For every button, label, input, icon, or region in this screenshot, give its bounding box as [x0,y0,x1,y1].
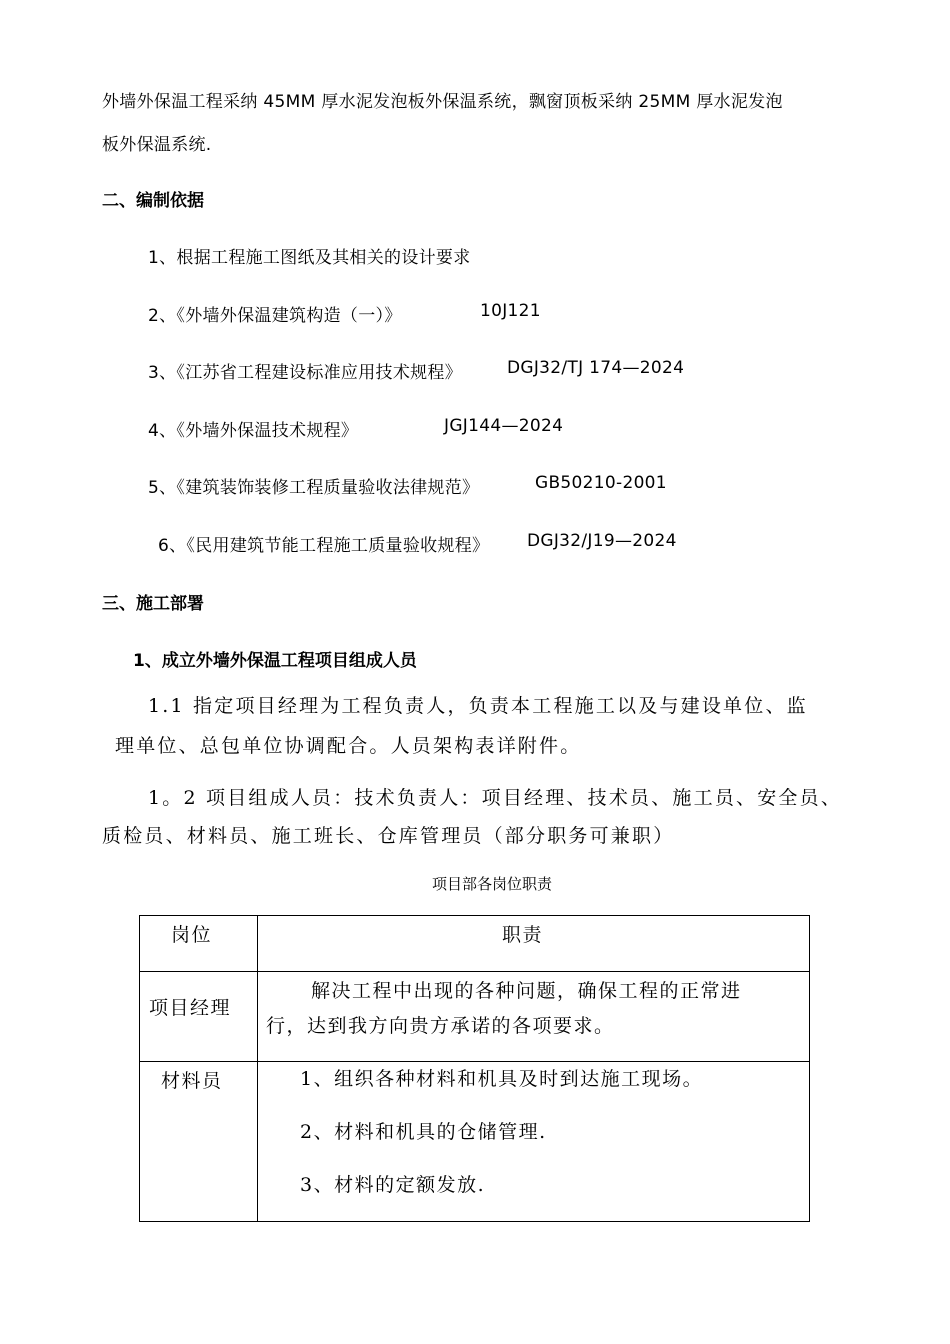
post-cell [140,972,258,1062]
basis-item-6-code: DGJ32/J19—2024 [527,531,677,551]
basis-item-4: 4、《外墙外保温技术规程》 [148,421,359,441]
section-heading-deployment: 三、施工部署 [102,594,204,614]
basis-item-2: 2、《外墙外保温建筑构造（一）》 [148,306,402,326]
post-label: 项目经理 [149,997,232,1019]
header-cell-duties [258,916,810,972]
basis-item-1: 1、根据工程施工图纸及其相关的设计要求 [148,248,471,268]
duty-line: 解决工程中出现的各种问题，确保工程的正常进 [311,980,742,1002]
section-heading-basis: 二、编制依据 [102,191,204,211]
header-duties-label: 职责 [502,924,544,946]
header-post-label: 岗位 [171,924,213,946]
table-header-row [140,916,810,972]
duties-cell [258,972,810,1062]
para-1-2-line-1: 1。2 项目组成人员：技术负责人：项目经理、技术员、施工员、安全员、 [148,787,843,809]
basis-item-3: 3、《江苏省工程建设标准应用技术规程》 [148,363,463,383]
header-cell-post [140,916,258,972]
table-row [140,1062,810,1222]
table-caption: 项目部各岗位职责 [432,875,553,893]
duty-line: 行，达到我方向贵方承诺的各项要求。 [266,1015,615,1037]
intro-line-2: 板外保温系统. [102,135,212,155]
table-row [140,972,810,1062]
duty-line: 1、组织各种材料和机具及时到达施工现场。 [300,1068,704,1090]
basis-item-5: 5、《建筑装饰装修工程质量验收法律规范》 [148,478,480,498]
post-cell [140,1062,258,1222]
basis-item-3-code: DGJ32/TJ 174—2024 [507,358,685,378]
post-label: 材料员 [161,1070,223,1092]
subheading-team: 1、成立外墙外保温工程项目组成人员 [133,651,417,671]
para-1-1-line-2: 理单位、总包单位协调配合。人员架构表详附件。 [115,735,582,757]
basis-item-5-code: GB50210-2001 [535,473,667,493]
para-1-2-line-2: 质检员、材料员、施工班长、仓库管理员（部分职务可兼职） [102,825,675,847]
intro-line-1: 外墙外保温工程采纳 45MM 厚水泥发泡板外保温系统，飘窗顶板采纳 25MM 厚水泥发泡 [102,92,783,112]
basis-item-6: 6、《民用建筑节能工程施工质量验收规程》 [158,536,490,556]
duties-table [139,915,810,1222]
duties-cell [258,1062,810,1222]
duty-line: 2、材料和机具的仓储管理. [300,1121,547,1143]
para-1-1-line-1: 1.1 指定项目经理为工程负责人，负责本工程施工以及与建设单位、监 [148,695,808,717]
basis-item-2-code: 10J121 [480,301,541,321]
basis-item-4-code: JGJ144—2024 [444,416,564,436]
duty-line: 3、材料的定额发放. [300,1174,486,1196]
